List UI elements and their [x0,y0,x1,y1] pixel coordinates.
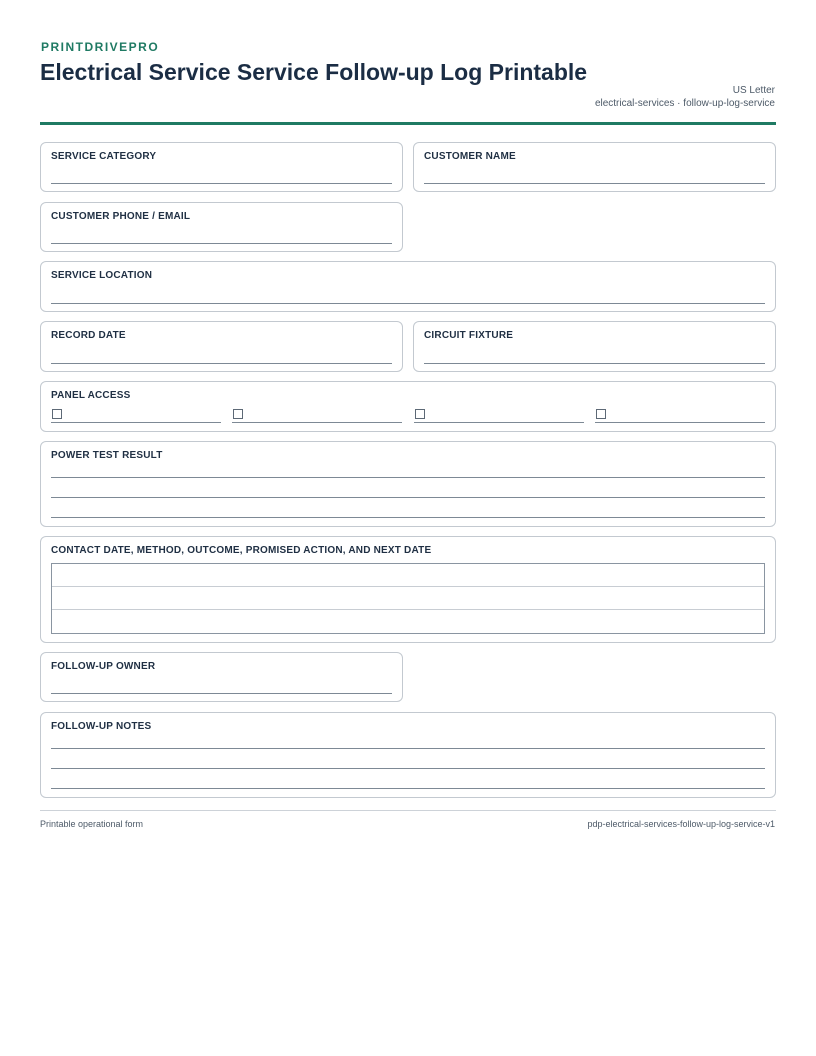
service-category-label: SERVICE CATEGORY [51,151,157,162]
circuit-fixture-label: CIRCUIT FIXTURE [424,330,514,341]
panel-access-option-line-2[interactable] [232,422,402,423]
power-test-result-line-3[interactable] [51,517,765,518]
customer-name-field [413,142,776,192]
followup-notes-line-3[interactable] [51,788,765,789]
followup-notes-line-2[interactable] [51,768,765,769]
panel-access-option-line-4[interactable] [595,422,765,423]
contact-log-label: CONTACT DATE, METHOD, OUTCOME, PROMISED ACTION, AND NEXT DATE [51,545,432,556]
panel-access-checkbox-4[interactable] [596,409,606,419]
power-test-result-field [40,441,776,527]
document-slug: electrical-services · follow-up-log-service [594,98,775,109]
circuit-fixture-field [413,321,776,372]
panel-access-checkbox-1[interactable] [52,409,62,419]
followup-owner-field [40,652,403,702]
record-date-field [40,321,403,372]
document-meta [595,84,775,110]
followup-owner-input-line[interactable] [51,693,392,694]
header-rule [40,122,776,125]
customer-name-input-line[interactable] [424,183,765,184]
brand-name: PRINTDRIVEPRO [41,40,160,54]
form-id: pdp-electrical-services-follow-up-log-service-v1 [587,819,775,829]
footer-label: Printable operational form [40,819,144,829]
followup-notes-field [40,712,776,798]
contact-log-row-2[interactable] [52,587,764,610]
record-date-label: RECORD DATE [51,330,126,341]
service-category-input-line[interactable] [51,183,392,184]
followup-owner-label: FOLLOW-UP OWNER [51,661,156,672]
power-test-result-line-2[interactable] [51,497,765,498]
service-location-input-line[interactable] [51,303,765,304]
circuit-fixture-input-line[interactable] [424,363,765,364]
record-date-input-line[interactable] [51,363,392,364]
panel-access-option-line-1[interactable] [51,422,221,423]
panel-access-option-line-3[interactable] [414,422,584,423]
power-test-result-line-1[interactable] [51,477,765,478]
panel-access-checkbox-3[interactable] [415,409,425,419]
customer-name-label: CUSTOMER NAME [424,151,516,162]
contact-log-row-3[interactable] [52,610,764,633]
panel-access-label: PANEL ACCESS [51,390,131,401]
customer-contact-input-line[interactable] [51,243,392,244]
followup-notes-line-1[interactable] [51,748,765,749]
service-category-field [40,142,403,192]
footer-rule [40,810,776,811]
service-location-label: SERVICE LOCATION [51,270,153,281]
page-title: Electrical Service Service Follow-up Log Printable [40,59,588,85]
contact-log-row-1[interactable] [52,564,764,587]
customer-contact-label: CUSTOMER PHONE / EMAIL [51,211,191,222]
service-location-field [40,261,776,312]
panel-access-field [40,381,776,432]
contact-log-table [51,563,765,634]
paper-size: US Letter [732,85,775,96]
customer-contact-field [40,202,403,252]
contact-log-field [40,536,776,643]
panel-access-checkbox-2[interactable] [233,409,243,419]
power-test-result-label: POWER TEST RESULT [51,450,163,461]
followup-notes-label: FOLLOW-UP NOTES [51,721,152,732]
